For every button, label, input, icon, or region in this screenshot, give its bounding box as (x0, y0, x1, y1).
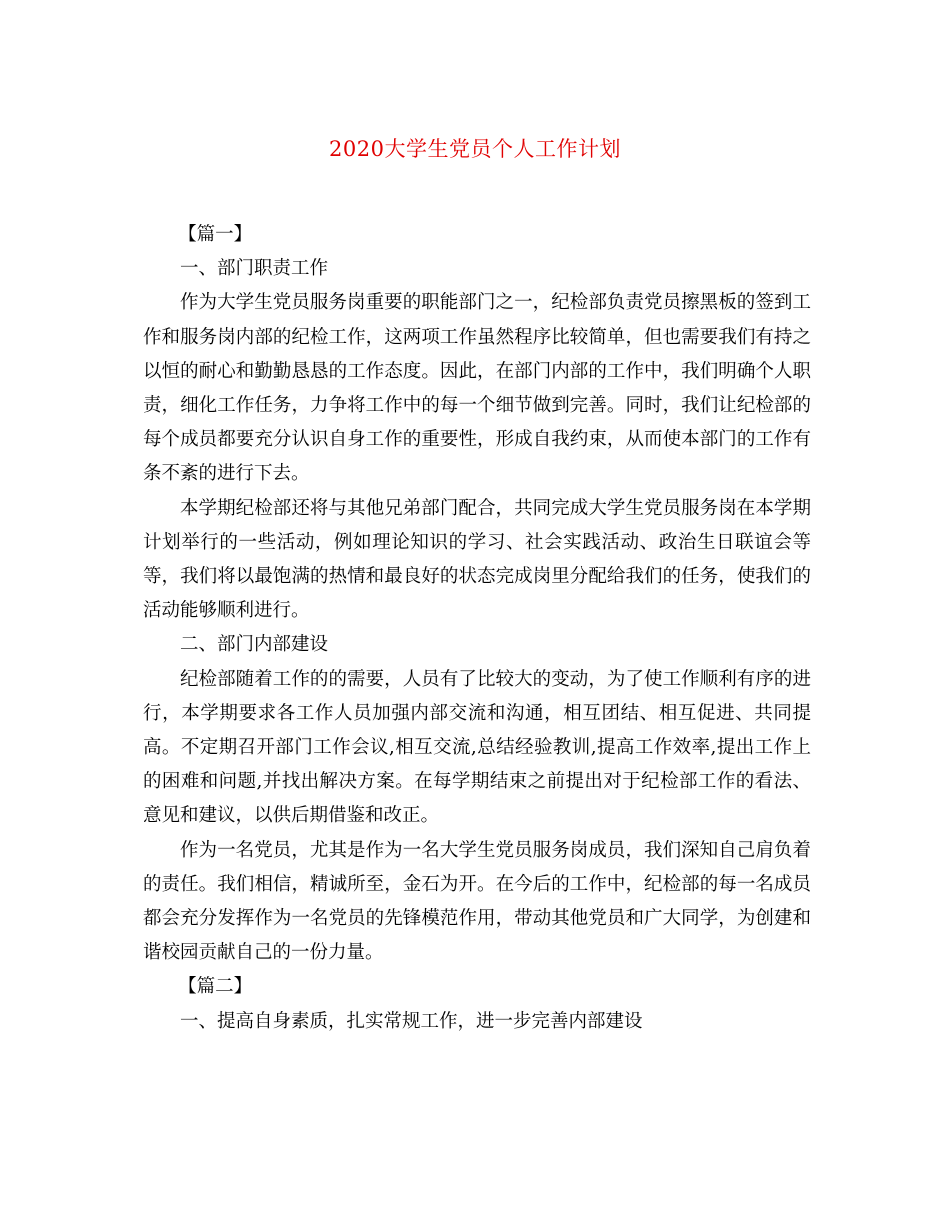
subheading-internal-building: 二、部门内部建设 (180, 634, 329, 656)
paragraph: 纪检部随着工作的的需要，人员有了比较大的变动，为了使工作顺利有序的进行，本学期要求各工作人员加强内部交流和沟通，相互团结、相互促进、共同提高。不定期召开部门工作会议,相互交流,总结经验教训,提高工作效率,提出工作上的困难和问题,并找出解决方案。在每学期结束之前提出对于纪检部工作的看法、意见和建议，以供后期借鉴和改正。 (143, 668, 811, 827)
paragraph: 本学期纪检部还将与其他兄弟部门配合，共同完成大学生党员服务岗在本学期计划举行的一些活动，例如理论知识的学习、社会实践活动、政治生日联谊会等等，我们将以最饱满的热情和最良好的状态完成岗里分配给我们的任务，使我们的活动能够顺利进行。 (143, 497, 811, 622)
paragraph: 作为一名党员，尤其是作为一名大学生党员服务岗成员，我们深知自己肩负着的责任。我们相信，精诚所至，金石为开。在今后的工作中，纪检部的每一名成员都会充分发挥作为一名党员的先锋模范作用，带动其他党员和广大同学，为创建和谐校园贡献自己的一份力量。 (143, 839, 811, 964)
subheading-improve-quality: 一、提高自身素质，扎实常规工作，进一步完善内部建设 (180, 1010, 643, 1032)
document-body (143, 218, 811, 1039)
section-heading-part-two: 【篇二】 (178, 976, 253, 998)
paragraph: 作为大学生党员服务岗重要的职能部门之一，纪检部负责党员擦黑板的签到工作和服务岗内部的纪检工作，这两项工作虽然程序比较简单，但也需要我们有持之以恒的耐心和勤勤恳恳的工作态度。因此，在部门内部的工作中，我们明确个人职责，细化工作任务，力争将工作中的每一个细节做到完善。同时，我们让纪检部的每个成员都要充分认识自身工作的重要性，形成自我约束，从而使本部门的工作有条不紊的进行下去。 (143, 292, 811, 485)
section-heading-part-one: 【篇一】 (178, 224, 253, 245)
document-title: 2020大学生党员个人工作计划 (329, 137, 621, 161)
subheading-department-duties: 一、部门职责工作 (180, 258, 329, 280)
